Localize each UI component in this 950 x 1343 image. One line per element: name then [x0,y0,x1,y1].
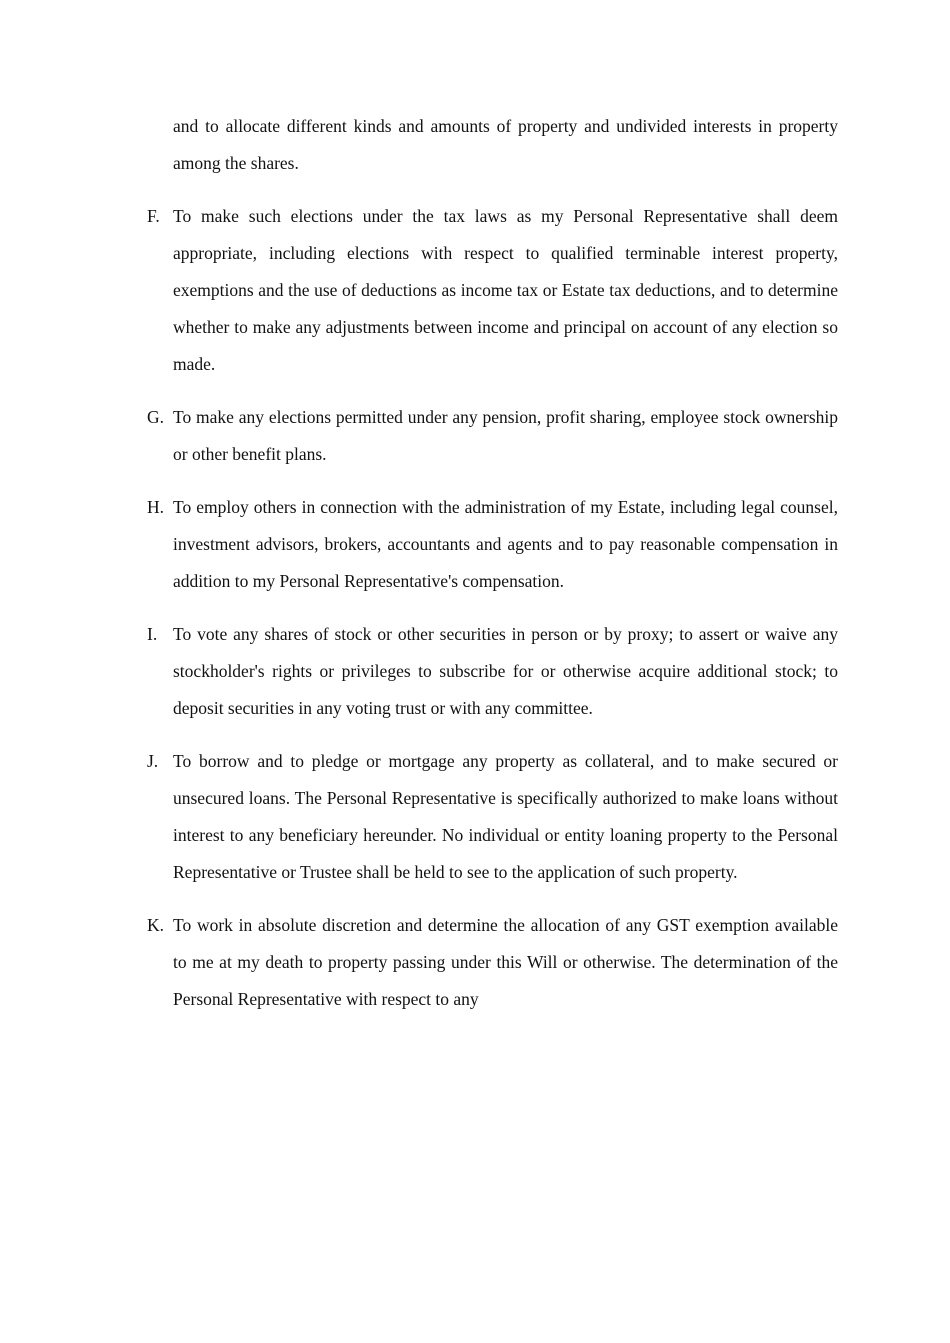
paragraph-text: and to allocate different kinds and amounts of property and undivided interests in property among the shares. [173,116,838,173]
paragraph-label: F. [147,206,160,226]
paragraph-text: To make such elections under the tax laws as my Personal Representative shall deem appropriate, including elections with respect to qualified terminable interest property, exemptions and the use of deductions as income tax or Estate tax deductions, and to determine whether to make any adjustments between income and principal on account of any election so made. [173,206,838,374]
paragraph-G [147,399,838,473]
paragraph-I [147,616,838,727]
paragraph-label: K. [147,915,165,935]
paragraph-label: I. [147,624,158,644]
paragraph-H [147,489,838,600]
paragraph-label: J. [147,751,159,771]
paragraph-continuation [147,108,838,182]
document-body [147,108,838,1034]
paragraph-label: G. [147,407,165,427]
paragraph-K [147,907,838,1018]
paragraph-label: H. [147,497,165,517]
paragraph-text: To vote any shares of stock or other securities in person or by proxy; to assert or waive any stockholder's rights or privileges to subscribe for or otherwise acquire additional stock; to deposit securities in any voting trust or with any committee. [173,624,838,718]
paragraph-text: To work in absolute discretion and determine the allocation of any GST exemption available to me at my death to property passing under this Will or otherwise. The determination of the Personal Representative with respect to any [173,915,838,1009]
paragraph-F [147,198,838,383]
paragraph-J [147,743,838,891]
paragraph-text: To make any elections permitted under any pension, profit sharing, employee stock ownership or other benefit plans. [173,407,838,464]
paragraph-text: To borrow and to pledge or mortgage any property as collateral, and to make secured or unsecured loans. The Personal Representative is specifically authorized to make loans without interest to any beneficiary hereunder. No individual or entity loaning property to the Personal Representative or Trustee shall be held to see to the application of such property. [173,751,838,882]
paragraph-text: To employ others in connection with the administration of my Estate, including legal counsel, investment advisors, brokers, accountants and agents and to pay reasonable compensation in addition to my Personal Representative's compensation. [173,497,838,591]
